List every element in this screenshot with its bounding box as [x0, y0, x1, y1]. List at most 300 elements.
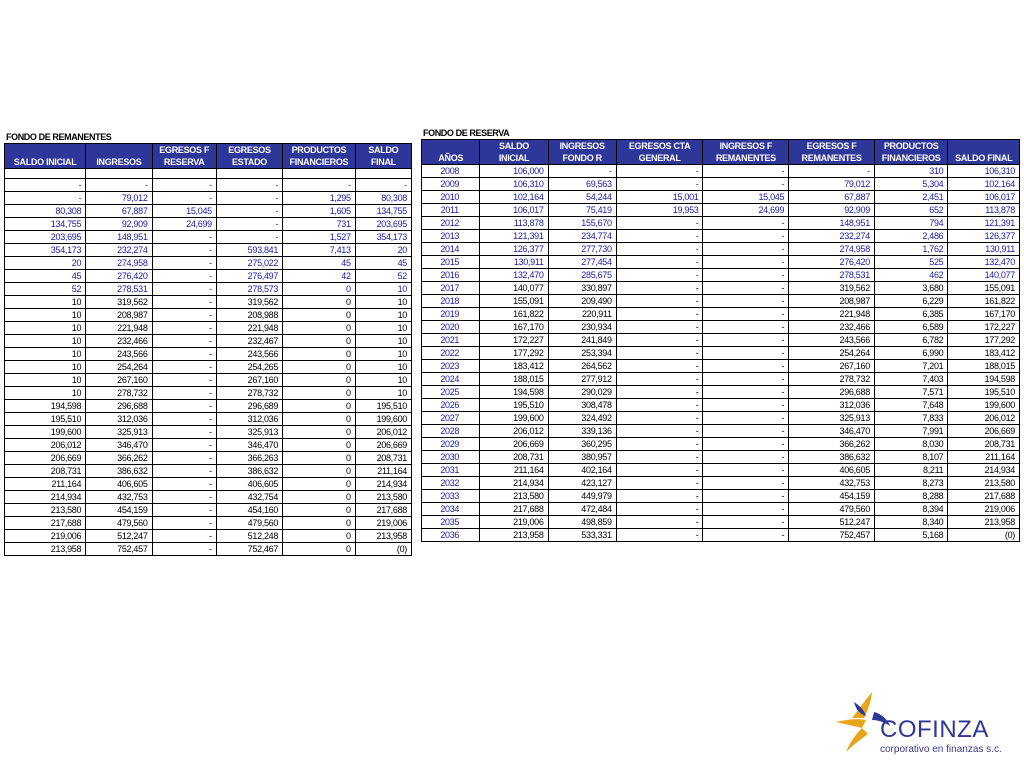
table-cell: 241,849: [548, 334, 616, 347]
table-cell: 0: [283, 335, 356, 348]
table-row: [5, 244, 412, 257]
table-cell: 24,699: [703, 204, 789, 217]
table-cell: 454,160: [216, 504, 282, 517]
table-cell: -: [152, 517, 216, 530]
table-row: [5, 517, 412, 530]
table-cell: 454,159: [86, 504, 152, 517]
table-cell: 214,934: [355, 478, 411, 491]
table-cell: 296,688: [789, 386, 875, 399]
table-cell: -: [5, 192, 86, 205]
table-cell: 275,022: [216, 257, 282, 270]
table-cell: 479,560: [86, 517, 152, 530]
column-header: [86, 144, 152, 169]
column-header-line: REMANENTES: [801, 153, 862, 163]
table-cell: 325,913: [86, 426, 152, 439]
table-cell: -: [152, 452, 216, 465]
table-cell: 1,295: [283, 192, 356, 205]
table-row: [422, 191, 1020, 204]
table-cell: 312,036: [789, 399, 875, 412]
table-cell: 221,948: [86, 322, 152, 335]
table-cell: 195,510: [355, 400, 411, 413]
table-cell: -: [616, 295, 703, 308]
table-cell: (0): [355, 543, 411, 556]
table-cell: 7,833: [874, 412, 947, 425]
table-cell: -: [616, 386, 703, 399]
column-header: [703, 140, 789, 165]
table-cell: 2026: [422, 399, 480, 412]
table-cell: 183,412: [948, 347, 1020, 360]
table-cell: 533,331: [548, 529, 616, 542]
table-row: [422, 321, 1020, 334]
column-header: [616, 140, 703, 165]
table-cell: -: [616, 425, 703, 438]
table-row: [422, 477, 1020, 490]
table-cell: 199,600: [355, 413, 411, 426]
table-cell: 2014: [422, 243, 480, 256]
table-cell: 0: [283, 361, 356, 374]
column-header: [789, 140, 875, 165]
table-row: [422, 282, 1020, 295]
table-cell: 208,731: [355, 452, 411, 465]
table-cell: 432,753: [86, 491, 152, 504]
table-cell: -: [616, 464, 703, 477]
table-cell: 208,731: [480, 451, 548, 464]
table-cell: 0: [283, 543, 356, 556]
table-row: [5, 179, 412, 192]
table-cell: 5,168: [874, 529, 947, 542]
table-cell: 276,497: [216, 270, 282, 283]
table-cell: -: [152, 387, 216, 400]
table-cell: 45: [283, 257, 356, 270]
table-cell: 232,467: [216, 335, 282, 348]
table-cell: 130,911: [948, 243, 1020, 256]
table-cell: 221,948: [216, 322, 282, 335]
table-cell: 406,605: [216, 478, 282, 491]
table-cell: 319,562: [86, 296, 152, 309]
table-cell: -: [703, 308, 789, 321]
table-row: [422, 451, 1020, 464]
table-cell: 731: [283, 218, 356, 231]
table-cell: 206,012: [355, 426, 411, 439]
table-cell: 220,911: [548, 308, 616, 321]
table-cell: -: [152, 361, 216, 374]
table-cell: -: [152, 192, 216, 205]
table-cell: 346,470: [216, 439, 282, 452]
table-cell: 10: [5, 296, 86, 309]
table-row: [422, 256, 1020, 269]
table-row: [5, 309, 412, 322]
column-header-line: AÑOS: [438, 153, 464, 163]
table-cell: -: [703, 217, 789, 230]
table-cell: 2011: [422, 204, 480, 217]
spacer-cell: [152, 169, 216, 179]
table-cell: 330,897: [548, 282, 616, 295]
table-cell: 79,012: [86, 192, 152, 205]
table-cell: 106,017: [480, 204, 548, 217]
table-cell: 2,451: [874, 191, 947, 204]
table-cell: 10: [355, 283, 411, 296]
table-cell: 2017: [422, 282, 480, 295]
table-cell: 232,274: [789, 230, 875, 243]
table-cell: 2020: [422, 321, 480, 334]
table-cell: 7,201: [874, 360, 947, 373]
table-row: [5, 231, 412, 244]
table-cell: 1,605: [283, 205, 356, 218]
table-cell: -: [152, 179, 216, 192]
table-cell: -: [789, 165, 875, 178]
table-cell: 593,841: [216, 244, 282, 257]
table-row: [422, 438, 1020, 451]
table-row: [422, 334, 1020, 347]
table-cell: -: [703, 451, 789, 464]
table-cell: 296,688: [86, 400, 152, 413]
table-cell: 2032: [422, 477, 480, 490]
table-cell: 213,958: [480, 529, 548, 542]
header-row: [5, 144, 412, 169]
table-cell: 6,589: [874, 321, 947, 334]
table-cell: (0): [948, 529, 1020, 542]
table-cell: -: [703, 490, 789, 503]
column-header-line: GENERAL: [638, 153, 681, 163]
table-cell: -: [216, 205, 282, 218]
table-cell: 2021: [422, 334, 480, 347]
column-header: [874, 140, 947, 165]
table-cell: 106,000: [480, 165, 548, 178]
table-cell: 2029: [422, 438, 480, 451]
table-row: [422, 243, 1020, 256]
table-cell: 217,688: [5, 517, 86, 530]
table-cell: 278,732: [86, 387, 152, 400]
table-cell: 209,490: [548, 295, 616, 308]
table-cell: 214,934: [948, 464, 1020, 477]
table-cell: 2035: [422, 516, 480, 529]
table-cell: 206,669: [948, 425, 1020, 438]
table-cell: 278,732: [216, 387, 282, 400]
table-cell: 794: [874, 217, 947, 230]
table-cell: -: [5, 179, 86, 192]
spacer-cell: [355, 169, 411, 179]
table-cell: -: [152, 244, 216, 257]
table-cell: 2031: [422, 464, 480, 477]
table-cell: 8,288: [874, 490, 947, 503]
table-cell: 354,173: [5, 244, 86, 257]
table-row: [5, 257, 412, 270]
table-cell: 219,006: [355, 517, 411, 530]
table-cell: 752,467: [216, 543, 282, 556]
table-cell: -: [216, 218, 282, 231]
table-cell: -: [616, 373, 703, 386]
column-header-line: PRODUCTOS: [883, 141, 939, 151]
table-cell: 234,774: [548, 230, 616, 243]
table-row: [422, 217, 1020, 230]
table-cell: 0: [283, 387, 356, 400]
table-cell: 1,527: [283, 231, 356, 244]
table-row: [422, 490, 1020, 503]
table-cell: 278,531: [789, 269, 875, 282]
table-cell: 2027: [422, 412, 480, 425]
reserva-title: FONDO DE RESERVA: [423, 128, 510, 138]
table-cell: 211,164: [5, 478, 86, 491]
table-cell: -: [152, 491, 216, 504]
column-header-line: SALDO: [499, 141, 530, 151]
table-row: [422, 503, 1020, 516]
table-cell: 310: [874, 165, 947, 178]
table-cell: 0: [283, 465, 356, 478]
table-cell: 15,045: [152, 205, 216, 218]
table-cell: 45: [355, 257, 411, 270]
table-cell: 8,030: [874, 438, 947, 451]
table-cell: 208,988: [216, 309, 282, 322]
table-cell: 454,159: [789, 490, 875, 503]
table-cell: 512,247: [86, 530, 152, 543]
table-row: [5, 374, 412, 387]
table-cell: -: [616, 490, 703, 503]
table-row: [422, 529, 1020, 542]
table-cell: -: [616, 516, 703, 529]
column-header-line: SALDO INICIAL: [13, 157, 77, 167]
table-cell: 2028: [422, 425, 480, 438]
table-row: [422, 347, 1020, 360]
table-cell: 67,887: [789, 191, 875, 204]
table-cell: 296,689: [216, 400, 282, 413]
table-cell: 195,510: [948, 386, 1020, 399]
table-cell: 10: [5, 322, 86, 335]
table-cell: 10: [5, 335, 86, 348]
table-cell: 278,531: [86, 283, 152, 296]
table-cell: 221,948: [789, 308, 875, 321]
table-cell: 213,958: [5, 543, 86, 556]
table-cell: 10: [355, 374, 411, 387]
table-cell: 652: [874, 204, 947, 217]
table-cell: 10: [355, 348, 411, 361]
table-cell: -: [616, 334, 703, 347]
table-row: [422, 165, 1020, 178]
table-cell: -: [152, 478, 216, 491]
table-cell: 6,990: [874, 347, 947, 360]
column-header-line: EGRESOS F: [159, 145, 210, 155]
table-cell: 52: [355, 270, 411, 283]
table-cell: 277,454: [548, 256, 616, 269]
table-cell: 0: [283, 504, 356, 517]
table-cell: 0: [283, 517, 356, 530]
table-cell: -: [152, 283, 216, 296]
table-cell: 0: [283, 530, 356, 543]
table-cell: -: [616, 438, 703, 451]
table-cell: 67,887: [86, 205, 152, 218]
table-cell: 121,391: [948, 217, 1020, 230]
table-cell: 211,164: [948, 451, 1020, 464]
table-cell: 0: [283, 452, 356, 465]
table-cell: 2033: [422, 490, 480, 503]
table-row: [422, 399, 1020, 412]
table-cell: 10: [355, 387, 411, 400]
table-row: [422, 269, 1020, 282]
table-cell: 7,413: [283, 244, 356, 257]
column-header: [355, 144, 411, 169]
table-cell: 195,510: [5, 413, 86, 426]
table-row: [5, 192, 412, 205]
table-cell: 155,670: [548, 217, 616, 230]
table-cell: 20: [355, 244, 411, 257]
table-cell: 254,265: [216, 361, 282, 374]
table-cell: -: [152, 348, 216, 361]
table-cell: -: [703, 399, 789, 412]
table-cell: -: [616, 308, 703, 321]
table-cell: 45: [5, 270, 86, 283]
table-cell: -: [703, 412, 789, 425]
column-header-line: INGRESOS F: [719, 141, 773, 151]
table-row: [5, 387, 412, 400]
table-cell: 19,953: [616, 204, 703, 217]
table-cell: 406,605: [789, 464, 875, 477]
table-cell: 7,403: [874, 373, 947, 386]
table-cell: 2030: [422, 451, 480, 464]
table-cell: 148,951: [789, 217, 875, 230]
table-cell: -: [152, 322, 216, 335]
table-cell: 277,912: [548, 373, 616, 386]
table-cell: 319,562: [216, 296, 282, 309]
column-header-line: [950, 140, 1017, 152]
table-cell: -: [616, 256, 703, 269]
table-cell: -: [216, 231, 282, 244]
column-header-line: EGRESOS F: [806, 141, 857, 151]
table-row: [422, 360, 1020, 373]
table-cell: -: [703, 321, 789, 334]
table-row: [422, 425, 1020, 438]
table-row: [422, 464, 1020, 477]
table-cell: 10: [355, 322, 411, 335]
table-cell: 462: [874, 269, 947, 282]
table-cell: -: [616, 347, 703, 360]
table-cell: 0: [283, 283, 356, 296]
column-header: [548, 140, 616, 165]
table-cell: 1,762: [874, 243, 947, 256]
remanentes-title: FONDO DE REMANENTES: [6, 132, 112, 142]
table-cell: 0: [283, 322, 356, 335]
table-cell: 274,958: [789, 243, 875, 256]
table-cell: 214,934: [5, 491, 86, 504]
table-cell: -: [152, 543, 216, 556]
table-row: [5, 504, 412, 517]
table-cell: 0: [283, 348, 356, 361]
table-cell: 199,600: [480, 412, 548, 425]
table-cell: -: [152, 530, 216, 543]
table-cell: 7,991: [874, 425, 947, 438]
table-cell: 102,164: [480, 191, 548, 204]
table-cell: -: [616, 321, 703, 334]
table-cell: 360,295: [548, 438, 616, 451]
table-row: [422, 204, 1020, 217]
logo-tagline: corporativo en finanzas s.c.: [880, 744, 1002, 755]
table-cell: 199,600: [5, 426, 86, 439]
table-cell: 354,173: [355, 231, 411, 244]
table-cell: 208,987: [86, 309, 152, 322]
table-cell: 752,457: [789, 529, 875, 542]
table-cell: -: [703, 503, 789, 516]
table-cell: 132,470: [948, 256, 1020, 269]
table-cell: 80,308: [5, 205, 86, 218]
table-cell: 3,680: [874, 282, 947, 295]
table-cell: -: [152, 296, 216, 309]
column-header-line: EGRESOS: [228, 145, 271, 155]
table-cell: 42: [283, 270, 356, 283]
column-header: [422, 140, 480, 165]
table-cell: -: [616, 399, 703, 412]
table-cell: 290,029: [548, 386, 616, 399]
table-cell: 167,170: [480, 321, 548, 334]
column-header-line: RESERVA: [163, 157, 205, 167]
table-cell: 380,957: [548, 451, 616, 464]
table-cell: 2022: [422, 347, 480, 360]
table-cell: 6,229: [874, 295, 947, 308]
table-cell: 140,077: [948, 269, 1020, 282]
table-cell: 232,466: [86, 335, 152, 348]
table-cell: -: [616, 529, 703, 542]
table-cell: 132,470: [480, 269, 548, 282]
table-row: [422, 386, 1020, 399]
table-cell: 8,340: [874, 516, 947, 529]
table-cell: 172,227: [948, 321, 1020, 334]
table-row: [422, 412, 1020, 425]
table-cell: 254,264: [789, 347, 875, 360]
table-cell: 402,164: [548, 464, 616, 477]
table-cell: 161,822: [480, 308, 548, 321]
table-cell: 194,598: [948, 373, 1020, 386]
table-cell: 208,987: [789, 295, 875, 308]
table-cell: 10: [5, 387, 86, 400]
table-row: [5, 400, 412, 413]
table-cell: 232,466: [789, 321, 875, 334]
table-cell: -: [703, 282, 789, 295]
table-cell: 366,263: [216, 452, 282, 465]
table-cell: -: [616, 451, 703, 464]
table-cell: 213,580: [480, 490, 548, 503]
table-cell: 432,754: [216, 491, 282, 504]
table-cell: 0: [283, 439, 356, 452]
table-cell: 2024: [422, 373, 480, 386]
table-cell: 199,600: [948, 399, 1020, 412]
spacer-cell: [86, 169, 152, 179]
table-row: [422, 295, 1020, 308]
spacer-row: [5, 169, 412, 179]
table-cell: 312,036: [216, 413, 282, 426]
table-row: [5, 361, 412, 374]
table-row: [422, 230, 1020, 243]
table-cell: 69,563: [548, 178, 616, 191]
table-cell: 172,227: [480, 334, 548, 347]
table-row: [422, 178, 1020, 191]
table-cell: -: [703, 230, 789, 243]
table-cell: 188,015: [480, 373, 548, 386]
table-cell: 325,913: [216, 426, 282, 439]
table-cell: 208,731: [948, 438, 1020, 451]
table-cell: 2009: [422, 178, 480, 191]
table-cell: 264,562: [548, 360, 616, 373]
table-cell: 432,753: [789, 477, 875, 490]
table-cell: 2025: [422, 386, 480, 399]
table-cell: -: [703, 438, 789, 451]
table-cell: 2,486: [874, 230, 947, 243]
table-cell: 126,377: [948, 230, 1020, 243]
table-cell: 15,045: [703, 191, 789, 204]
table-cell: -: [703, 464, 789, 477]
table-cell: 2013: [422, 230, 480, 243]
column-header-line: PRODUCTOS: [291, 145, 347, 155]
table-cell: 312,036: [86, 413, 152, 426]
column-header-line: FINANCIEROS: [289, 157, 349, 167]
table-cell: 267,160: [86, 374, 152, 387]
table-cell: -: [616, 243, 703, 256]
